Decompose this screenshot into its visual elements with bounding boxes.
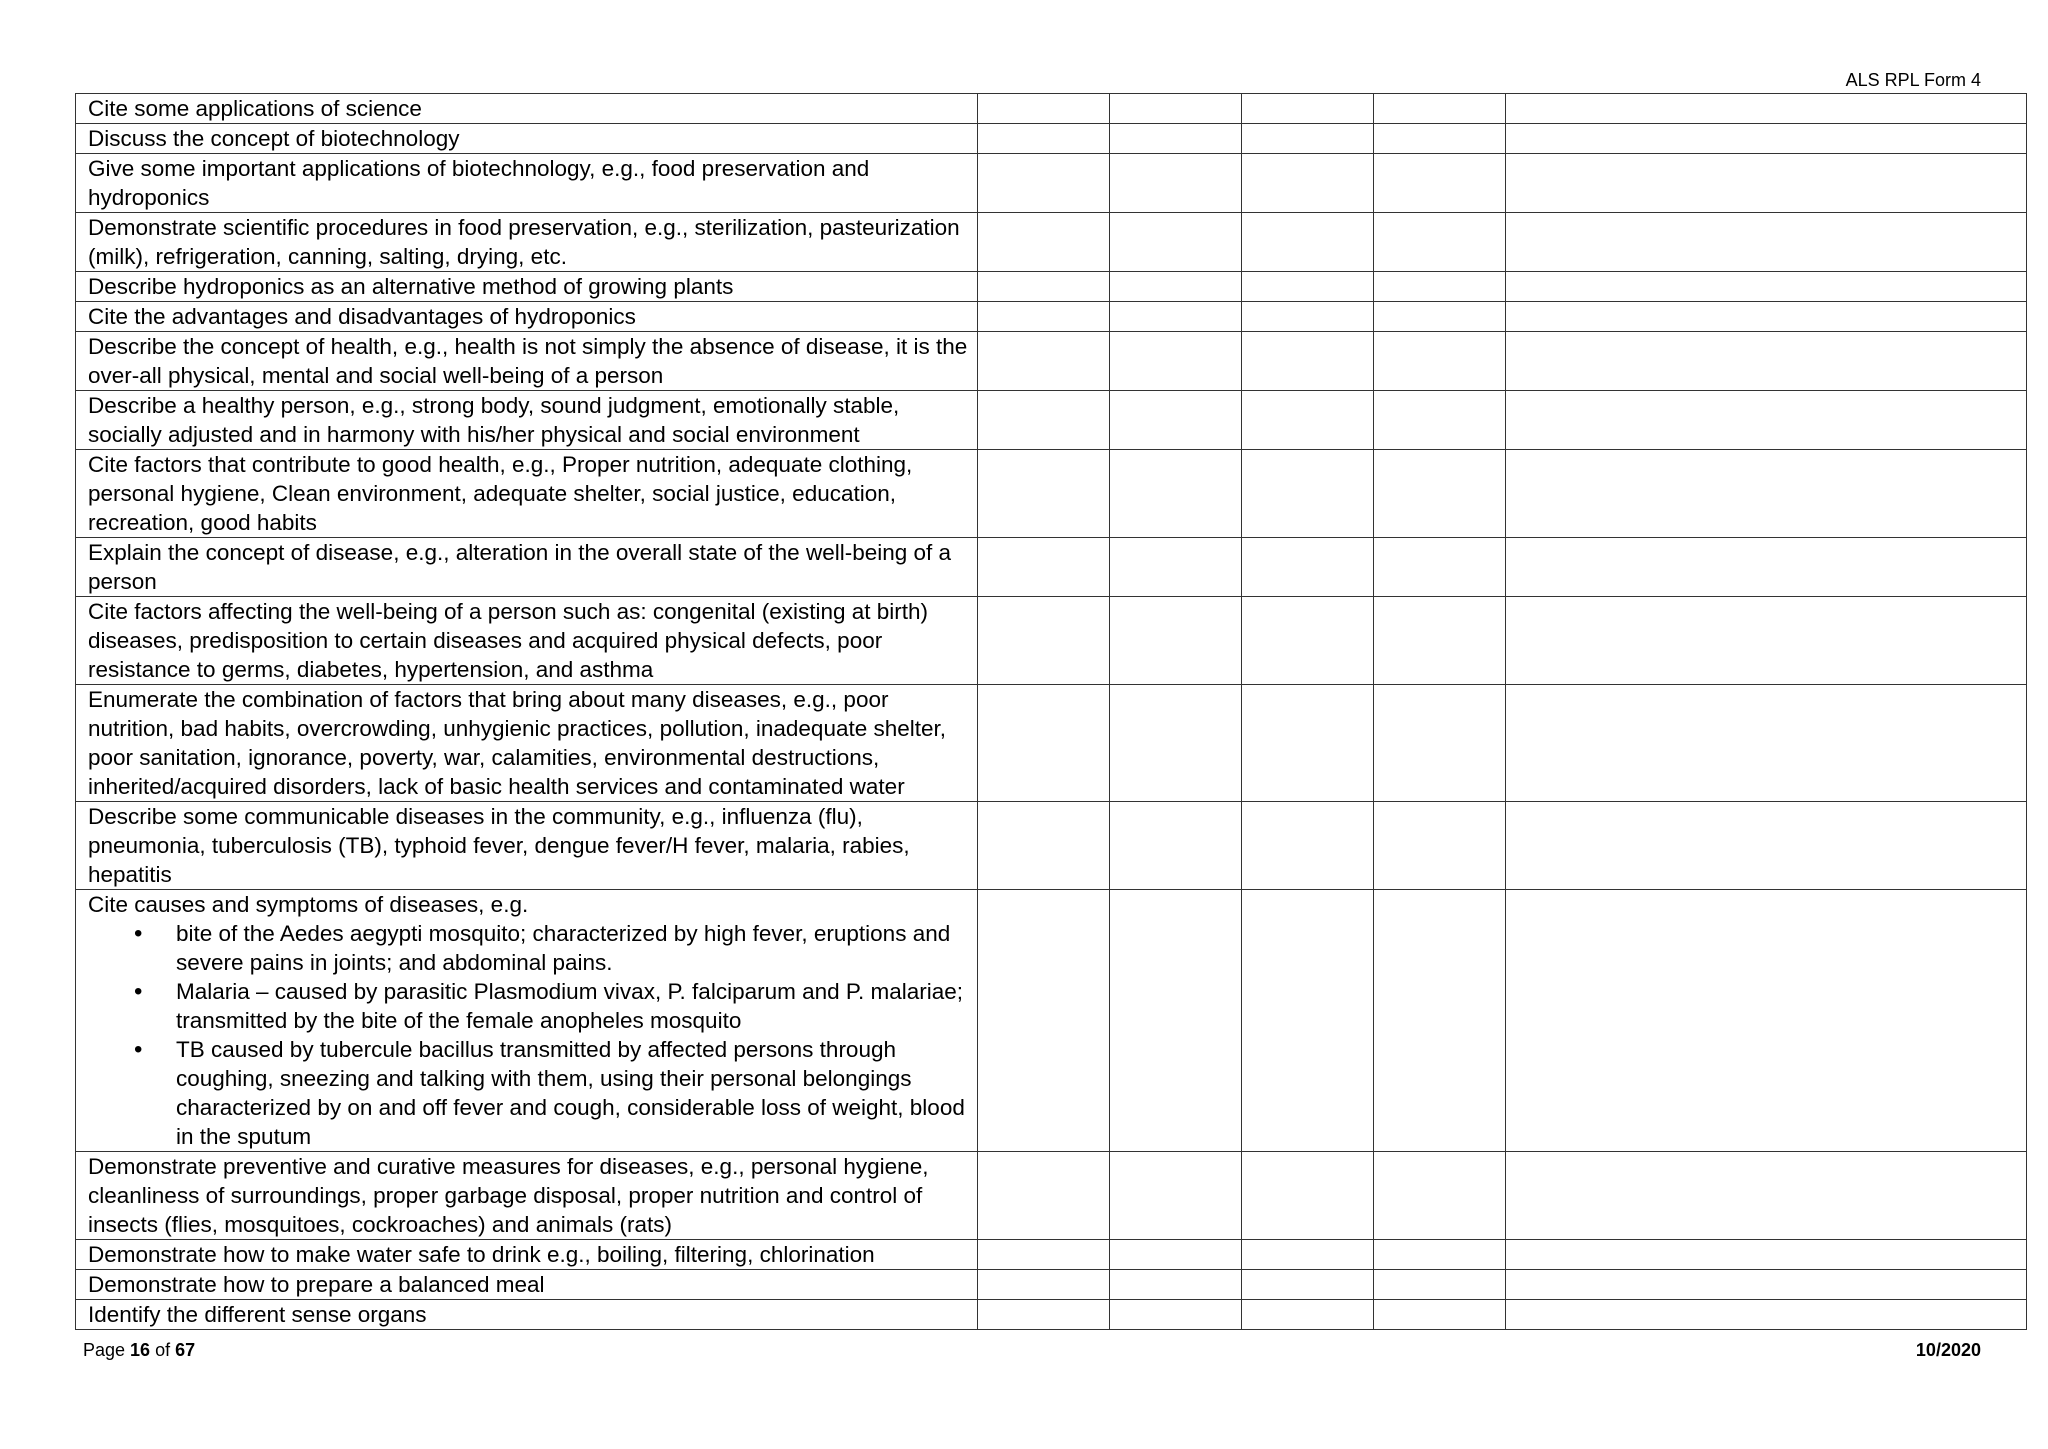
table-row (76, 450, 2027, 538)
page-number: 16 (130, 1340, 151, 1360)
rating-cell[interactable] (1242, 1152, 1374, 1240)
competency-label: Describe the concept of health, e.g., health is not simply the absence of disease, it is the over-all physical, mental and social well-being of a person (88, 334, 968, 388)
competency-label: Cite factors affecting the well-being of a person such as: congenital (existing at birth) diseases, predisposition to certain diseases and acquired physical defects, poor resistance to germs, diabetes, hypertension, and asthma (88, 599, 929, 682)
rating-cell[interactable] (1242, 597, 1374, 685)
rating-cell[interactable] (1506, 124, 2027, 154)
bullet-item: • TB caused by tubercule bacillus transmitted by affected persons through coughing, sneezing and talking with them, using their personal belongings characterized by on and off fever and cough, considerable loss of weight, blood in the sputum (176, 1035, 969, 1151)
rating-cell[interactable] (978, 213, 1110, 272)
competency-label: Describe some communicable diseases in the community, e.g., influenza (flu), pneumonia, tuberculosis (TB), typhoid fever, dengue fever/H fever, malaria, rabies, hepatitis (88, 804, 910, 887)
rating-cell[interactable] (978, 272, 1110, 302)
rating-cell[interactable] (978, 450, 1110, 538)
bullet-item: • bite of the Aedes aegypti mosquito; characterized by high fever, eruptions and severe pains in joints; and abdominal pains. (176, 919, 969, 977)
rating-cell[interactable] (1110, 685, 1242, 802)
rating-cell[interactable] (1506, 302, 2027, 332)
rating-cell[interactable] (978, 890, 1110, 1152)
table-row (76, 1270, 2027, 1300)
competency-label: Give some important applications of biotechnology, e.g., food preservation and hydroponics (88, 156, 870, 210)
rating-cell[interactable] (1242, 802, 1374, 890)
competency-label: Cite some applications of science (88, 96, 422, 121)
rating-cell[interactable] (1242, 391, 1374, 450)
rating-cell[interactable] (978, 1240, 1110, 1270)
rating-cell[interactable] (1242, 1240, 1374, 1270)
competency-text (76, 94, 978, 124)
competency-label: Demonstrate how to make water safe to drink e.g., boiling, filtering, chlorination (88, 1242, 875, 1267)
rating-cell[interactable] (1110, 1240, 1242, 1270)
competency-label: Cite the advantages and disadvantages of hydroponics (88, 304, 636, 329)
table-row (76, 213, 2027, 272)
rating-cell[interactable] (1242, 94, 1374, 124)
rating-cell[interactable] (1506, 272, 2027, 302)
rating-cell[interactable] (1242, 302, 1374, 332)
rating-cell[interactable] (978, 1152, 1110, 1240)
rating-cell[interactable] (1242, 538, 1374, 597)
rating-cell[interactable] (1374, 302, 1506, 332)
rating-cell[interactable] (1110, 890, 1242, 1152)
rating-cell[interactable] (1242, 450, 1374, 538)
competency-text (76, 538, 978, 597)
rating-cell[interactable] (1506, 213, 2027, 272)
table-row (76, 802, 2027, 890)
competency-label: Describe a healthy person, e.g., strong body, sound judgment, emotionally stable, socially adjusted and in harmony with his/her physical and social environment (88, 393, 900, 447)
competency-text (76, 1240, 978, 1270)
table-row (76, 391, 2027, 450)
rating-cell[interactable] (1374, 272, 1506, 302)
rating-cell[interactable] (1374, 685, 1506, 802)
rating-cell[interactable] (1506, 538, 2027, 597)
competency-text (76, 1300, 978, 1330)
rating-cell[interactable] (1506, 1270, 2027, 1300)
rating-cell[interactable] (978, 391, 1110, 450)
rating-cell[interactable] (1242, 1300, 1374, 1330)
rating-cell[interactable] (978, 124, 1110, 154)
table-row (76, 1240, 2027, 1270)
rating-cell[interactable] (1242, 213, 1374, 272)
competency-label: Demonstrate preventive and curative measures for diseases, e.g., personal hygiene, cleanliness of surroundings, proper garbage disposal, proper nutrition and control of insects (flies, mosquitoes, cockroaches) and animals (rats) (88, 1154, 929, 1237)
rating-cell[interactable] (1110, 154, 1242, 213)
table-row (76, 1152, 2027, 1240)
rating-cell[interactable] (978, 1300, 1110, 1330)
page-sep: of (150, 1340, 176, 1360)
page-footer (83, 1340, 195, 1361)
rating-cell[interactable] (1110, 802, 1242, 890)
rating-cell[interactable] (1374, 538, 1506, 597)
table-body (76, 94, 2027, 1330)
rating-cell[interactable] (978, 332, 1110, 391)
rating-cell[interactable] (1242, 890, 1374, 1152)
rating-cell[interactable] (1506, 597, 2027, 685)
bullet-list (88, 919, 969, 1151)
rating-cell[interactable] (1110, 332, 1242, 391)
competency-text (76, 685, 978, 802)
competency-label: Demonstrate how to prepare a balanced meal (88, 1272, 545, 1297)
rating-cell[interactable] (978, 1270, 1110, 1300)
rating-cell[interactable] (1506, 1300, 2027, 1330)
rating-cell[interactable] (1110, 450, 1242, 538)
rating-cell[interactable] (978, 94, 1110, 124)
rating-cell[interactable] (1506, 1240, 2027, 1270)
rating-cell[interactable] (1374, 154, 1506, 213)
rating-cell[interactable] (978, 538, 1110, 597)
rating-cell[interactable] (1506, 1152, 2027, 1240)
competency-text (76, 302, 978, 332)
rating-cell[interactable] (1110, 1270, 1242, 1300)
rating-cell[interactable] (1506, 154, 2027, 213)
rating-cell[interactable] (1110, 272, 1242, 302)
rating-cell[interactable] (1110, 302, 1242, 332)
rating-cell[interactable] (1110, 1152, 1242, 1240)
rating-cell[interactable] (978, 597, 1110, 685)
rating-cell[interactable] (1506, 450, 2027, 538)
table-row (76, 1300, 2027, 1330)
rating-cell[interactable] (1242, 272, 1374, 302)
competency-label: Cite factors that contribute to good health, e.g., Proper nutrition, adequate clothing, personal hygiene, Clean environment, adequate shelter, social justice, education, recreation, good habits (88, 452, 913, 535)
rating-cell[interactable] (1242, 154, 1374, 213)
rating-cell[interactable] (1374, 332, 1506, 391)
rating-cell[interactable] (1374, 213, 1506, 272)
competency-table (75, 93, 2027, 1330)
rating-cell[interactable] (1110, 124, 1242, 154)
table-row (76, 154, 2027, 213)
rating-cell[interactable] (1506, 802, 2027, 890)
table-row (76, 272, 2027, 302)
competency-text (76, 802, 978, 890)
competency-text (76, 597, 978, 685)
rating-cell[interactable] (1506, 332, 2027, 391)
competency-text (76, 154, 978, 213)
competency-text (76, 1270, 978, 1300)
rating-cell[interactable] (978, 302, 1110, 332)
table-row (76, 124, 2027, 154)
rating-cell[interactable] (1110, 213, 1242, 272)
rating-cell[interactable] (1110, 1300, 1242, 1330)
rating-cell[interactable] (978, 685, 1110, 802)
competency-label: Demonstrate scientific procedures in food preservation, e.g., sterilization, pasteurization (milk), refrigeration, canning, salting, drying, etc. (88, 215, 960, 269)
competency-label: Enumerate the combination of factors that bring about many diseases, e.g., poor nutrition, bad habits, overcrowding, unhygienic practices, pollution, inadequate shelter, poor sanitation, ignorance, poverty, war, calamities, environmental destructions, inherited/acquired disorders, lack of basic health services and contaminated water (88, 687, 947, 799)
competency-label: Explain the concept of disease, e.g., alteration in the overall state of the well-being of a person (88, 540, 952, 594)
rating-cell[interactable] (1110, 597, 1242, 685)
rating-cell[interactable] (1506, 685, 2027, 802)
rating-cell[interactable] (1374, 1152, 1506, 1240)
rating-cell[interactable] (1110, 391, 1242, 450)
rating-cell[interactable] (1110, 538, 1242, 597)
table-row (76, 890, 2027, 1152)
page-total: 67 (175, 1340, 196, 1360)
bullet-item: • Malaria – caused by parasitic Plasmodium vivax, P. falciparum and P. malariae; transmitted by the bite of the female anopheles mosquito (176, 977, 969, 1035)
rating-cell[interactable] (1374, 94, 1506, 124)
rating-cell[interactable] (1374, 450, 1506, 538)
rating-cell[interactable] (1374, 1300, 1506, 1330)
competency-text (76, 890, 978, 1152)
rating-cell[interactable] (1374, 802, 1506, 890)
competency-label: Discuss the concept of biotechnology (88, 126, 460, 151)
revision-date: 10/2020 (1915, 1340, 1981, 1360)
competency-text (76, 272, 978, 302)
rating-cell[interactable] (1506, 391, 2027, 450)
rating-cell[interactable] (1374, 391, 1506, 450)
page-prefix: Page (83, 1340, 131, 1360)
competency-text (76, 391, 978, 450)
rating-cell[interactable] (1374, 890, 1506, 1152)
rating-cell[interactable] (1374, 597, 1506, 685)
rating-cell[interactable] (1242, 124, 1374, 154)
competency-text (76, 450, 978, 538)
rating-cell[interactable] (1110, 94, 1242, 124)
rating-cell[interactable] (1242, 1270, 1374, 1300)
table-row (76, 597, 2027, 685)
table-row (76, 302, 2027, 332)
table-row (76, 94, 2027, 124)
rating-cell[interactable] (1374, 1270, 1506, 1300)
rating-cell[interactable] (1506, 94, 2027, 124)
competency-text (76, 124, 978, 154)
competency-text (76, 332, 978, 391)
competency-label: Identify the different sense organs (88, 1302, 427, 1327)
rating-cell[interactable] (1374, 1240, 1506, 1270)
rating-cell[interactable] (1242, 332, 1374, 391)
table-row (76, 685, 2027, 802)
competency-label: Describe hydroponics as an alternative method of growing plants (88, 274, 734, 299)
table-row (76, 332, 2027, 391)
competency-text (76, 1152, 978, 1240)
rating-cell[interactable] (978, 802, 1110, 890)
competency-label: Cite causes and symptoms of diseases, e.g. (88, 892, 529, 917)
table-row (76, 538, 2027, 597)
competency-text (76, 213, 978, 272)
rating-cell[interactable] (1506, 890, 2027, 1152)
rating-cell[interactable] (1374, 124, 1506, 154)
rating-cell[interactable] (1242, 685, 1374, 802)
rating-cell[interactable] (978, 154, 1110, 213)
form-id: ALS RPL Form 4 (1845, 70, 1981, 90)
